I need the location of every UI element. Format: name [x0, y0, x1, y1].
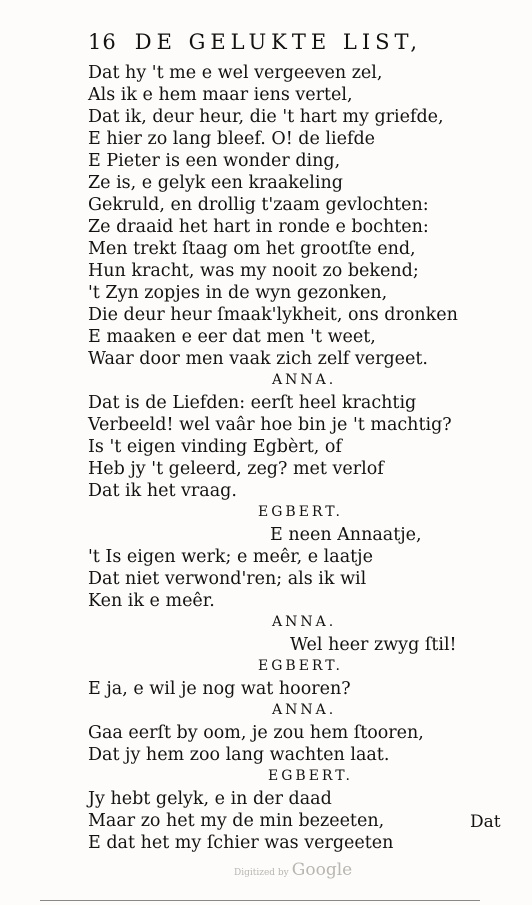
verse-line: 't Is eigen werk; e meêr, e laatje	[88, 547, 373, 567]
verse-line: Verbeeld! wel vaâr hoe bin je 't machtig?	[88, 415, 452, 435]
speaker-name: ANNA.	[272, 702, 337, 718]
speaker-name: EGBERT.	[258, 504, 343, 520]
verse-line: Ze draaid het hart in ronde e bochten:	[88, 217, 429, 237]
verse-line: Maar zo het my de min bezeeten,	[88, 811, 385, 831]
watermark-prefix: Digitized by	[234, 868, 289, 878]
verse-line: E ja, e wil je nog wat hooren?	[88, 679, 351, 699]
verse-line: Dat is de Liefden: eerſt heel krachtig	[88, 393, 417, 413]
speaker-name: ANNA.	[272, 614, 337, 630]
verse-line: Dat jy hem zoo lang wachten laat.	[88, 745, 390, 765]
verse-line: Heb jy 't geleerd, zeg? met verlof	[88, 459, 384, 479]
verse-line: E neen Annaatje,	[270, 525, 422, 545]
google-logo: Google	[291, 860, 353, 880]
verse-line: Dat hy 't me e wel vergeeven zel,	[88, 63, 383, 83]
verse-line: Dat ik, deur heur, die 't hart my griefde,	[88, 107, 444, 127]
verse-line: Men trekt ſtaag om het grootſte end,	[88, 239, 416, 259]
running-header	[88, 30, 422, 54]
verse-line: Die deur heur ſmaak'lykheit, ons dronken	[88, 305, 458, 325]
verse-line: E maaken e eer dat men 't weet,	[88, 327, 376, 347]
speaker-name: ANNA.	[272, 372, 337, 388]
verse-line: Gekruld, en drollig t'zaam gevlochten:	[88, 195, 429, 215]
speaker-name: EGBERT.	[258, 658, 343, 674]
digitized-watermark	[234, 860, 352, 880]
page-bottom-rule	[40, 900, 480, 901]
verse-line: Dat niet verwond'ren; als ik wil	[88, 569, 367, 589]
page-number: 16	[88, 30, 117, 54]
verse-line: Jy hebt gelyk, e in der daad	[88, 789, 332, 809]
verse-line: Dat ik het vraag.	[88, 481, 237, 501]
verse-line: E dat het my ſchier was vergeeten	[88, 833, 394, 853]
verse-line: Wel heer zwyg ſtil!	[290, 635, 457, 655]
verse-line: E Pieter is een wonder ding,	[88, 151, 341, 171]
catchword: Dat	[470, 812, 501, 832]
verse-line: Is 't eigen vinding Egbèrt, of	[88, 437, 342, 457]
verse-line: E hier zo lang bleef. O! de liefde	[88, 129, 376, 149]
verse-line: Waar door men vaak zich zelf vergeet.	[88, 349, 428, 369]
running-title: DE GELUKTE LIST,	[134, 30, 423, 54]
verse-line: Ze is, e gelyk een kraakeling	[88, 173, 343, 193]
verse-line: Ken ik e meêr.	[88, 591, 215, 611]
verse-line: Als ik e hem maar iens vertel,	[88, 85, 353, 105]
verse-line: Hun kracht, was my nooit zo bekend;	[88, 261, 419, 281]
verse-line: Gaa eerſt by oom, je zou hem ſtooren,	[88, 723, 424, 743]
verse-line: 't Zyn zopjes in de wyn gezonken,	[88, 283, 388, 303]
speaker-name: EGBERT.	[268, 768, 353, 784]
